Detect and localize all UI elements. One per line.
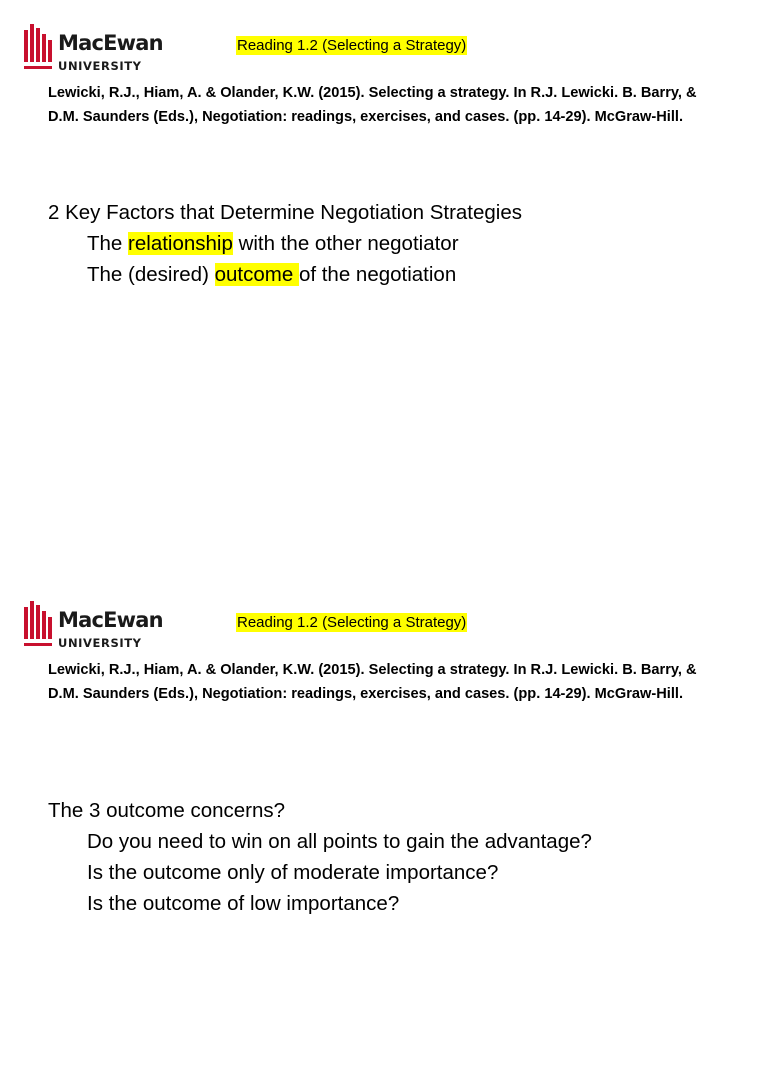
macewan-logo (24, 599, 174, 655)
logo-name: MacEwan (58, 31, 163, 55)
outcome-concerns-list (48, 795, 748, 919)
slide-2 (0, 577, 768, 1077)
reading-title: Reading 1.2 (Selecting a Strategy) (237, 37, 467, 54)
macewan-logo-icon (24, 601, 52, 639)
list-item: Is the outcome only of moderate importance? (87, 861, 499, 884)
macewan-logo (24, 22, 174, 78)
list-item-text: The (desired) (87, 263, 215, 286)
logo-subtitle: UNIVERSITY (58, 636, 142, 650)
list-item-text: with the other negotiator (232, 232, 459, 255)
slide-1 (0, 0, 768, 500)
logo-rule (24, 643, 52, 646)
logo-subtitle: UNIVERSITY (58, 59, 142, 73)
citation: Lewicki, R.J., Hiam, A. & Olander, K.W. (2015). Selecting a strategy. In R.J. Lewicki. B. Barry, & D.M. Saunders (Eds.), Negotiation: readings, exercises, and cases. (pp. 14-29). McGraw-Hill. (48, 662, 697, 702)
reading-title: Reading 1.2 (Selecting a Strategy) (237, 614, 467, 631)
macewan-logo-icon (24, 24, 52, 62)
list-item-text: of the negotiation (298, 263, 457, 286)
list-item (48, 228, 748, 259)
list-item-text: The (87, 232, 129, 255)
highlighted-term: relationship (128, 232, 233, 255)
list-heading: 2 Key Factors that Determine Negotiation Strategies (48, 201, 523, 224)
highlighted-term: outcome (214, 263, 299, 286)
list-item: Do you need to win on all points to gain the advantage? (87, 830, 592, 853)
list-heading: The 3 outcome concerns? (48, 799, 286, 822)
logo-rule (24, 66, 52, 69)
list-item (48, 259, 748, 290)
citation: Lewicki, R.J., Hiam, A. & Olander, K.W. (2015). Selecting a strategy. In R.J. Lewicki. B. Barry, & D.M. Saunders (Eds.), Negotiation: readings, exercises, and cases. (pp. 14-29). McGraw-Hill. (48, 85, 697, 125)
list-item: Is the outcome of low importance? (87, 892, 400, 915)
key-factors-list (48, 197, 748, 290)
logo-name: MacEwan (58, 608, 163, 632)
